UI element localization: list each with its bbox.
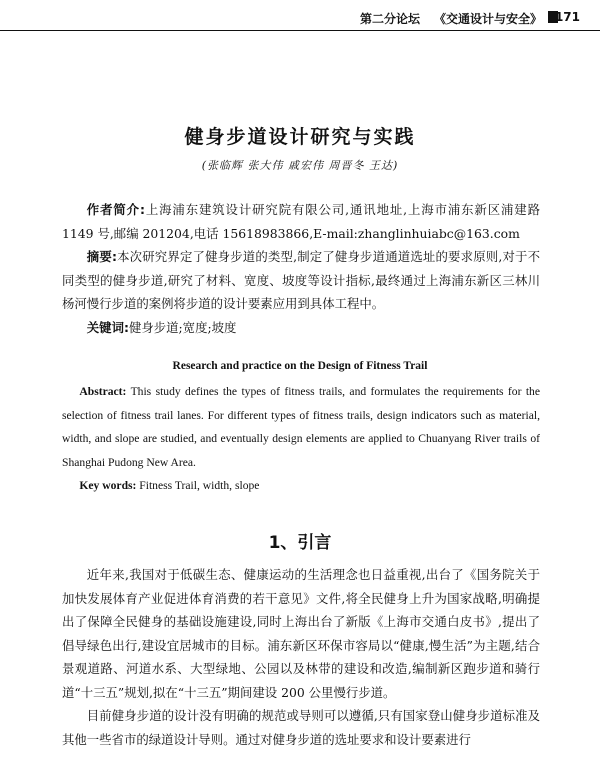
author-intro-text: 上海浦东建筑设计研究院有限公司,通讯地址,上海市浦东新区浦建路 1149 号,邮编 201204,电话 15618983866,E-mail:zhanglinhuiabc@163.com [62,202,540,241]
author-list: (张临辉 张大伟 戚宏伟 周晋冬 王达) [201,159,399,172]
abstract-cn-text: 本次研究界定了健身步道的类型,制定了健身步道通道选址的要求原则,对于不同类型的健身步道,研究了材料、宽度、坡度等设计指标,最终通过上海浦东新区三林川杨河慢行步道的案例将步道的设计要素应用到具体工程中。 [62,249,540,311]
author-intro-label: 作者简介: [86,202,145,217]
english-abstract [62,380,540,474]
keywords-cn [62,316,540,340]
body-paragraph-1: 近年来,我国对于低碳生态、健康运动的生活理念也日益重视,出台了《国务院关于加快发展体育产业促进体育消费的若干意见》文件,将全民健身上升为国家战略,明确提出了保障全民健身的基础设施建设,同时上海出台了新版《上海市交通白皮书》,提出了倡导绿色出行,建设宜居城市的目标。浦东新区环保市容局以“健康,慢生活”为主题,结合景观道路、河道水系、大型绿地、公园以及林带的建设和改造,编制新区跑步道和骑行道“十三五”规划,拟在“十三五”期间建设 200 公里慢行步道。 [62,567,540,700]
abstract-cn-label: 摘要: [86,249,117,264]
header-section: 第二分论坛 [359,12,420,26]
abstract-cn [62,245,540,316]
page-number: 171 [554,10,580,24]
body-text [62,563,540,751]
header-text [346,10,542,27]
keywords-cn-label: 关键词: [86,319,129,335]
header-rule [0,30,600,31]
english-keywords-label: Key words: [79,479,137,492]
body-paragraph-2: 目前健身步道的设计没有明确的规范或导则可以遵循,只有国家登山健身步道标准及其他一些省市的绿道设计导则。通过对健身步道的选址要求和设计要素进行 [62,708,540,747]
section-heading: 1、引言 [268,533,332,553]
english-keywords-text: Fitness Trail, width, slope [139,479,260,492]
english-abstract-block [62,380,540,498]
english-keywords [62,474,540,498]
paper-title: 健身步道设计研究与实践 [184,126,416,148]
english-title: Research and practice on the Design of Fitness Trail [172,360,428,372]
running-header [0,0,600,34]
english-abstract-text: This study defines the types of fitness trails, and formulates the requirements for the selection of fitness trail lanes. For different types of fitness trails, design indicators such as material, width, and slope are studied, and eventually design elements are applied to Chuanyang River trails of Shanghai Pudong New Area. [62,385,540,469]
keywords-cn-text: 健身步道;宽度;坡度 [128,319,237,335]
author-intro [62,198,540,245]
header-journal: 《交通设计与安全》 [433,12,542,26]
chinese-front-matter [62,198,540,339]
english-abstract-label: Abstract: [79,385,127,398]
